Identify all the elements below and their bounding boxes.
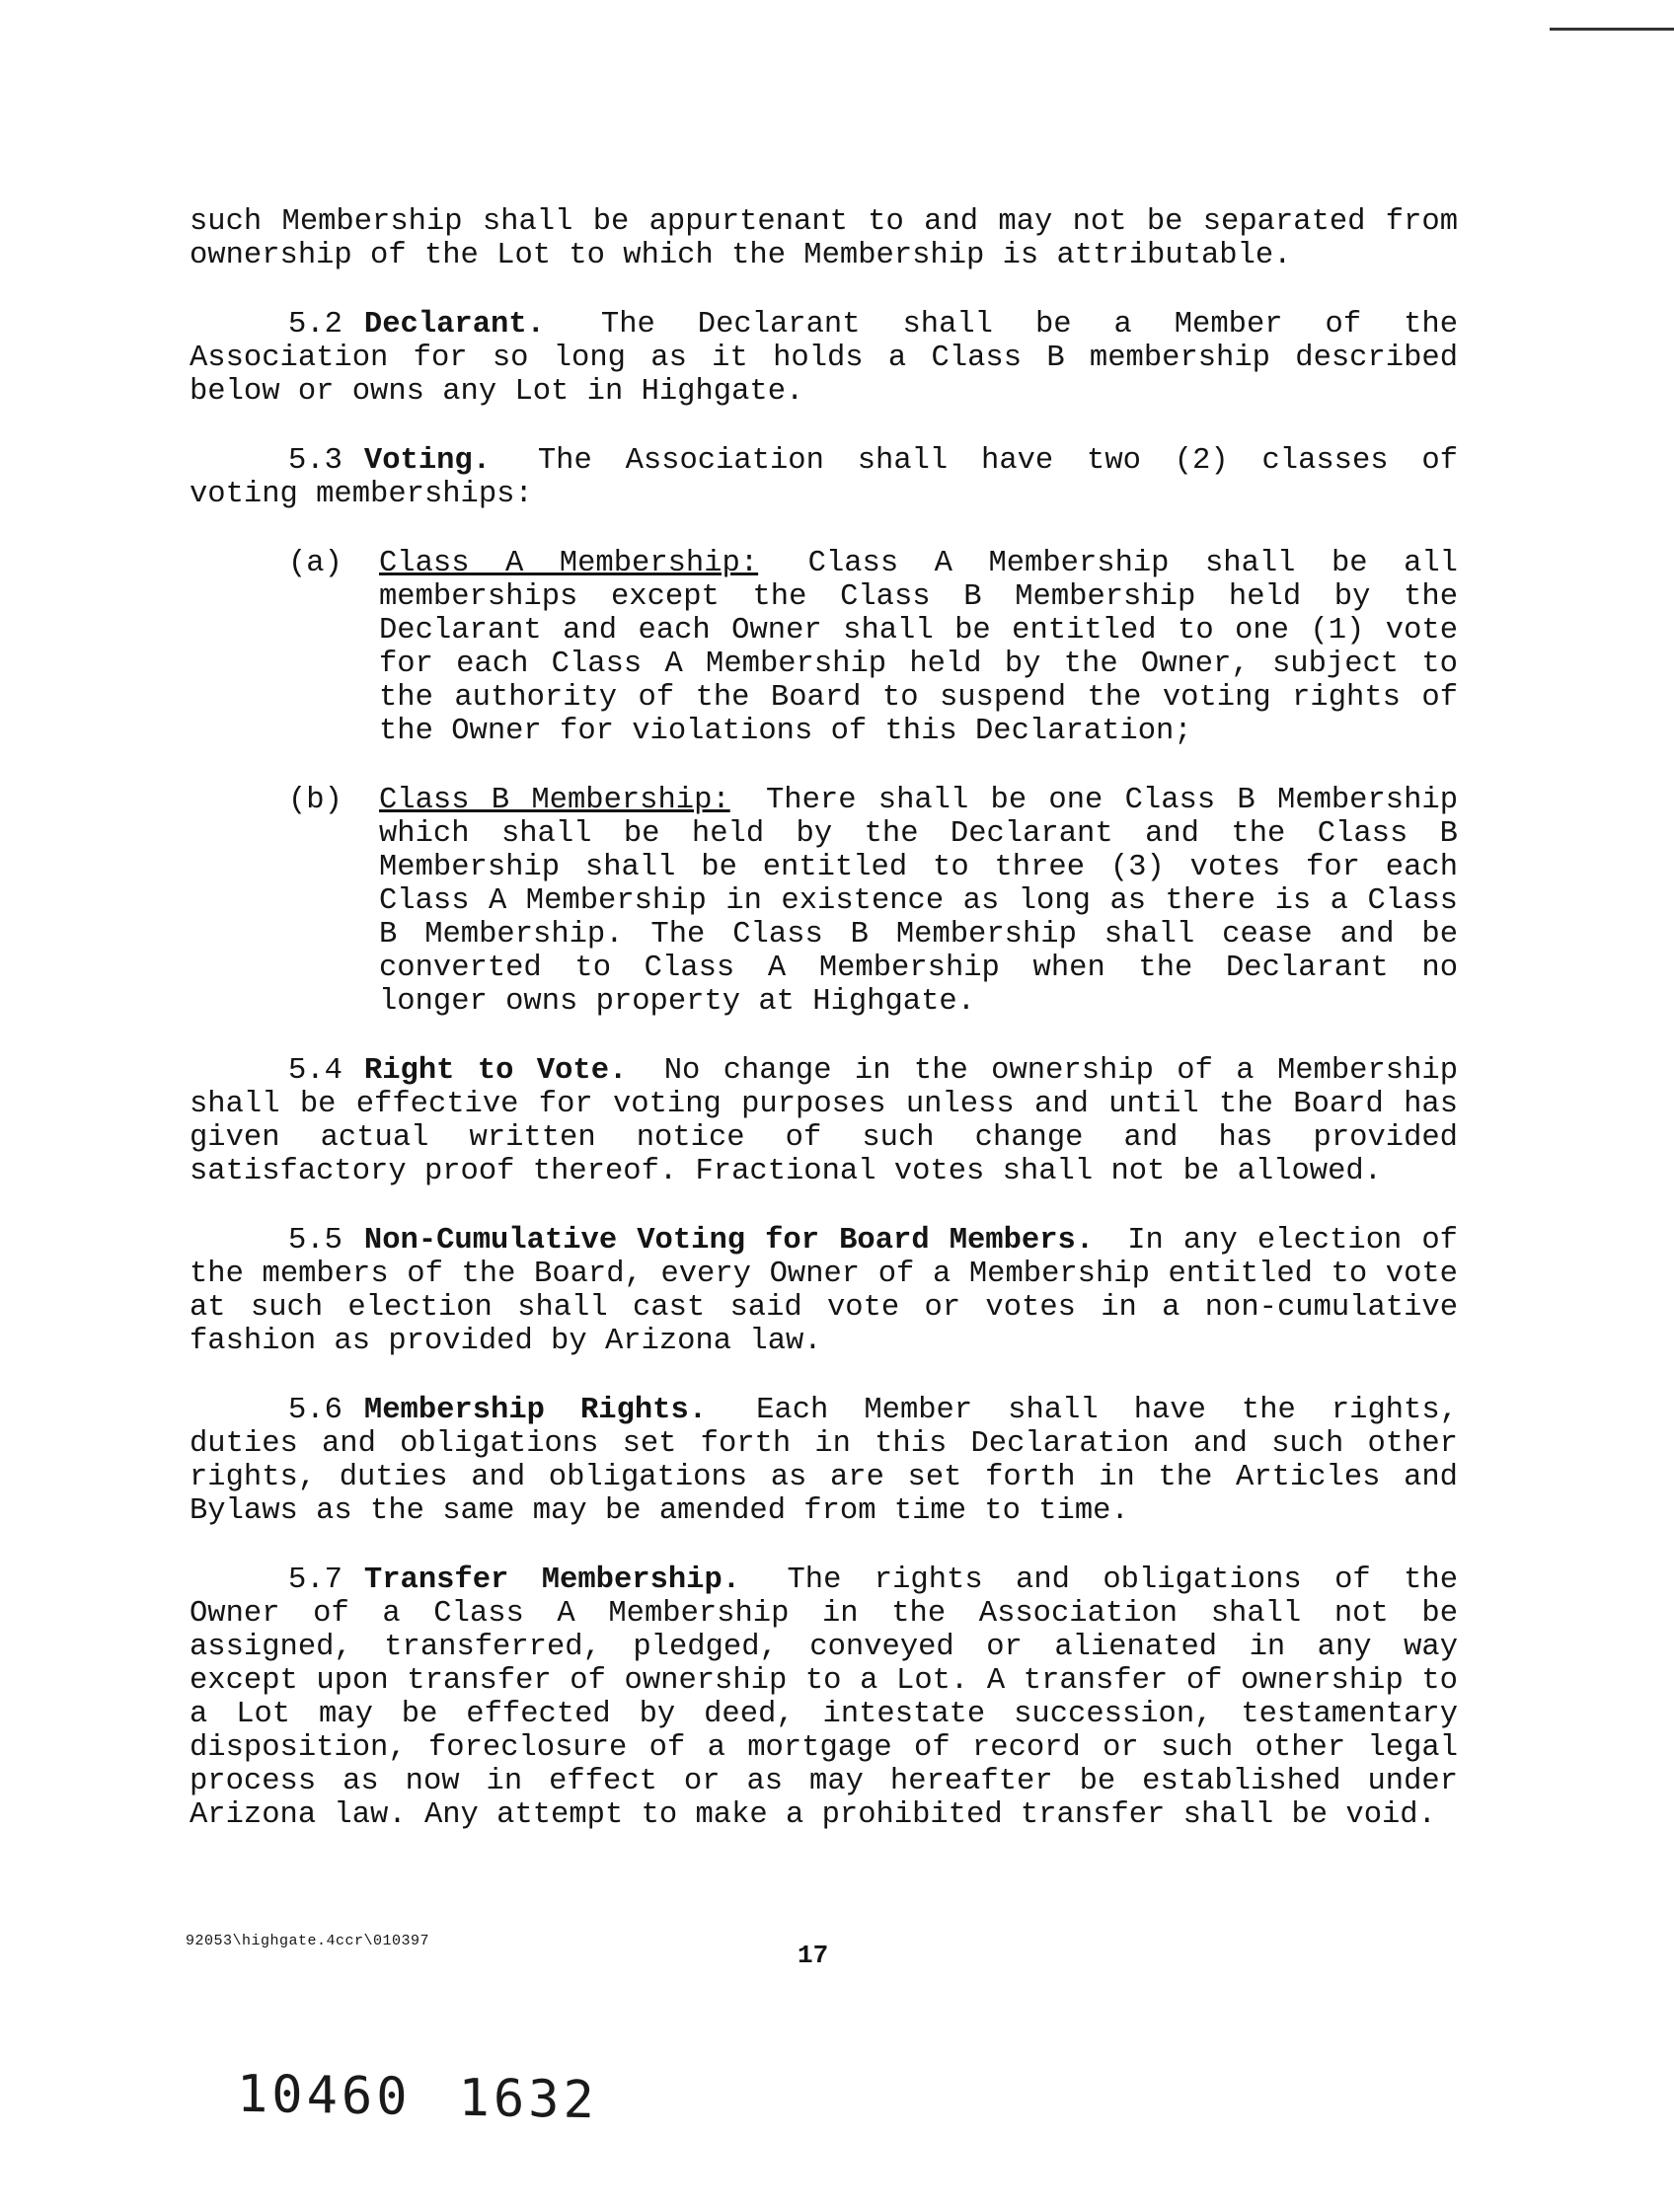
section-number: 5.3: [288, 444, 342, 478]
section-heading: Non-Cumulative Voting for Board Members.: [363, 1224, 1095, 1258]
scan-edge-mark: [1550, 28, 1674, 31]
section-text: No change in the ownership of a Membership shall be effective for voting purposes unless and until the Board has given actual written notice of such change and has provided satisfactory proof thereof. Fractional votes shall not be allowed.: [190, 1054, 1458, 1188]
section-number: 5.5: [288, 1224, 342, 1258]
section-number: 5.2: [288, 308, 342, 342]
stamp-docket: 10460: [237, 2064, 412, 2127]
page-number: 17: [798, 1941, 829, 1970]
subsection-title: Class B Membership:: [379, 784, 730, 817]
stamp-page: 1632: [458, 2068, 598, 2131]
subsection-title: Class A Membership:: [379, 547, 759, 580]
section-number: 5.4: [288, 1054, 342, 1088]
section-5-3: [190, 444, 1458, 511]
section-heading: Declarant.: [363, 308, 545, 342]
section-text: The rights and obligations of the Owner of a Class A Membership in the Association shall not be assigned, transferred, pledged, conveyed or alienated in any way except upon transfer of ownership to a Lot. A transfer of ownership to a Lot may be effected by deed, intestate succession, testamentary disposition, foreclosure of a mortgage of record or such other legal process as now in effect or as may hereafter be established under Arizona law. Any attempt to make a prohibited transfer shall be void.: [190, 1564, 1459, 1832]
file-reference: 92053\highgate.4ccr\010397: [186, 1933, 430, 1949]
section-number: 5.6: [288, 1394, 342, 1427]
section-heading: Transfer Membership.: [363, 1564, 741, 1597]
subsection-text: Class A Membership shall be all memberships except the Class B Membership held by the Declarant and each Owner shall be entitled to one (1) vote for each Class A Membership held by the Owner, subject to the authority of the Board to suspend the voting rights of the Owner for violations of this Declaration;: [379, 547, 1458, 748]
recording-stamp: [237, 2065, 598, 2130]
section-5-4: [190, 1054, 1458, 1188]
section-5-2: [190, 308, 1458, 409]
document-body: [190, 205, 1458, 1868]
section-heading: Right to Vote.: [363, 1054, 628, 1088]
section-text: Each Member shall have the rights, duties and obligations set forth in this Declaration and such other rights, duties and obligations as are set forth in the Articles and Bylaws as the same may be amended from time to time.: [190, 1394, 1458, 1528]
intro-paragraph: such Membership shall be appurtenant to and may not be separated from ownership of the Lot to which the Membership is attributable.: [190, 205, 1458, 272]
subsection-label: (a): [288, 547, 342, 580]
section-text: The Declarant shall be a Member of the Association for so long as it holds a Class B membership described below or owns any Lot in Highgate.: [190, 308, 1459, 409]
section-heading: Voting.: [363, 444, 492, 478]
section-5-5: [190, 1224, 1458, 1358]
subsection-text: There shall be one Class B Membership which shall be held by the Declarant and the Class B Membership shall be entitled to three (3) votes for each Class A Membership in existence as long as there is a Class B Membership. The Class B Membership shall cease and be converted to Class A Membership when the Declarant no longer owns property at Highgate.: [379, 784, 1458, 1019]
section-text: In any election of the members of the Board, every Owner of a Membership entitled to vote at such election shall cast said vote or votes in a non-cumulative fashion as provided by Arizona law.: [190, 1224, 1458, 1358]
subsection-a: [288, 547, 1458, 748]
section-number: 5.7: [288, 1564, 342, 1597]
section-text: The Association shall have two (2) classes of voting memberships:: [190, 444, 1458, 511]
section-5-7: [190, 1564, 1458, 1832]
section-5-6: [190, 1394, 1458, 1528]
subsection-label: (b): [288, 784, 342, 817]
subsection-b: [288, 784, 1458, 1019]
section-heading: Membership Rights.: [363, 1394, 708, 1427]
